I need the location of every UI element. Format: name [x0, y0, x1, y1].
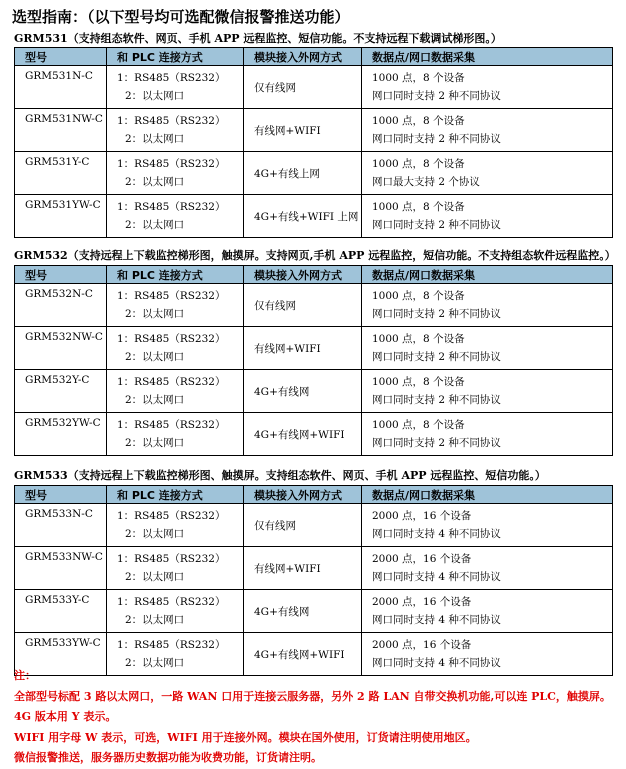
note-line: 4G 版本用 Y 表示。: [14, 710, 117, 723]
network-access-cell: 有线网+WIFI: [244, 327, 362, 370]
header-model: 型号: [15, 48, 107, 66]
header-plc-connection: 和 PLC 连接方式: [107, 48, 244, 66]
plc-connection-line: 2：以太网口: [125, 219, 185, 231]
model-cell: GRM533YW-C: [15, 633, 107, 676]
plc-connection-cell: [107, 370, 244, 413]
model-cell: GRM532YW-C: [15, 413, 107, 456]
plc-connection-cell: [107, 590, 244, 633]
plc-connection-cell: [107, 152, 244, 195]
plc-connection-line: 1：RS485（RS232）: [117, 201, 226, 213]
data-points-line: 网口同时支持 4 种不同协议: [372, 571, 501, 583]
data-points-line: 网口同时支持 4 种不同协议: [372, 657, 501, 669]
header-network-access: 模块接入外网方式: [244, 266, 362, 284]
plc-connection-line: 2：以太网口: [125, 571, 185, 583]
page-title: 选型指南：（以下型号均可选配微信报警推送功能）: [12, 8, 350, 26]
plc-connection-line: 1：RS485（RS232）: [117, 553, 226, 565]
data-points-cell: [362, 66, 613, 109]
table-row: [15, 370, 613, 413]
plc-connection-cell: [107, 504, 244, 547]
data-points-line: 网口同时支持 2 种不同协议: [372, 219, 501, 231]
plc-connection-line: 1：RS485（RS232）: [117, 510, 226, 522]
plc-connection-line: 1：RS485（RS232）: [117, 596, 226, 608]
network-access-cell: 4G+有线网: [244, 590, 362, 633]
data-points-line: 1000 点，8 个设备: [372, 72, 465, 84]
plc-connection-line: 1：RS485（RS232）: [117, 639, 226, 651]
table-row: [15, 66, 613, 109]
data-points-line: 1000 点，8 个设备: [372, 376, 465, 388]
table-row: [15, 590, 613, 633]
table-header-row: [15, 266, 613, 284]
table-row: [15, 109, 613, 152]
section-desc-grm533: GRM533（支持远程上下载监控梯形图、触摸屏。支持组态软件、网页、手机 APP 远程监控、短信功能。）: [14, 469, 546, 482]
header-data-points: 数据点/网口数据采集: [362, 486, 613, 504]
plc-connection-cell: [107, 413, 244, 456]
header-network-access: 模块接入外网方式: [244, 48, 362, 66]
table-row: [15, 413, 613, 456]
data-points-line: 2000 点，16 个设备: [372, 596, 472, 608]
data-points-cell: [362, 109, 613, 152]
plc-connection-line: 1：RS485（RS232）: [117, 333, 226, 345]
section-desc-grm532: GRM532（支持远程上下载监控梯形图，触摸屏。支持网页,手机 APP 远程监控，短信功能。不支持组态软件远程监控。）: [14, 249, 616, 262]
data-points-line: 网口同时支持 2 种不同协议: [372, 133, 501, 145]
table-row: [15, 547, 613, 590]
header-plc-connection: 和 PLC 连接方式: [107, 486, 244, 504]
header-model: 型号: [15, 486, 107, 504]
data-points-cell: [362, 504, 613, 547]
plc-connection-line: 2：以太网口: [125, 528, 185, 540]
model-cell: GRM531YW-C: [15, 195, 107, 238]
network-access-cell: 4G+有线网+WIFI: [244, 413, 362, 456]
table-header-row: [15, 48, 613, 66]
table-row: [15, 195, 613, 238]
model-cell: GRM533NW-C: [15, 547, 107, 590]
data-points-cell: [362, 152, 613, 195]
header-model: 型号: [15, 266, 107, 284]
data-points-line: 1000 点，8 个设备: [372, 115, 465, 127]
table-header-row: [15, 486, 613, 504]
notes: [14, 666, 611, 769]
plc-connection-line: 2：以太网口: [125, 657, 185, 669]
plc-connection-cell: [107, 327, 244, 370]
spec-table-grm533: [14, 485, 613, 676]
spec-table-grm531: [14, 47, 613, 238]
model-cell: GRM533N-C: [15, 504, 107, 547]
network-access-cell: 仅有线网: [244, 66, 362, 109]
note-line: 全部型号标配 3 路以太网口，一路 WAN 口用于连接云服务器，另外 2 路 LAN 自带交换机功能,可以连 PLC，触摸屏。: [14, 689, 611, 703]
plc-connection-line: 2：以太网口: [125, 90, 185, 102]
model-cell: GRM531N-C: [15, 66, 107, 109]
network-access-cell: 4G+有线网: [244, 370, 362, 413]
plc-connection-line: 2：以太网口: [125, 437, 185, 449]
plc-connection-line: 1：RS485（RS232）: [117, 376, 226, 388]
plc-connection-line: 1：RS485（RS232）: [117, 419, 226, 431]
data-points-cell: [362, 327, 613, 370]
table-row: [15, 504, 613, 547]
plc-connection-line: 2：以太网口: [125, 133, 185, 145]
plc-connection-line: 1：RS485（RS232）: [117, 115, 226, 127]
header-data-points: 数据点/网口数据采集: [362, 266, 613, 284]
plc-connection-line: 1：RS485（RS232）: [117, 72, 226, 84]
data-points-line: 1000 点，8 个设备: [372, 290, 465, 302]
plc-connection-line: 2：以太网口: [125, 176, 185, 188]
model-cell: GRM532N-C: [15, 284, 107, 327]
model-cell: GRM531NW-C: [15, 109, 107, 152]
data-points-line: 1000 点，8 个设备: [372, 158, 465, 170]
model-cell: GRM531Y-C: [15, 152, 107, 195]
network-access-cell: 4G+有线网+WIFI: [244, 633, 362, 676]
table-row: [15, 284, 613, 327]
data-points-line: 网口同时支持 4 种不同协议: [372, 528, 501, 540]
data-points-line: 网口同时支持 2 种不同协议: [372, 394, 501, 406]
data-points-line: 2000 点，16 个设备: [372, 639, 472, 651]
plc-connection-cell: [107, 66, 244, 109]
network-access-cell: 有线网+WIFI: [244, 109, 362, 152]
table-row: [15, 152, 613, 195]
header-plc-connection: 和 PLC 连接方式: [107, 266, 244, 284]
table-row: [15, 327, 613, 370]
spec-table-grm532: [14, 265, 613, 456]
plc-connection-line: 2：以太网口: [125, 351, 185, 363]
data-points-cell: [362, 413, 613, 456]
plc-connection-cell: [107, 547, 244, 590]
model-cell: GRM532Y-C: [15, 370, 107, 413]
network-access-cell: 有线网+WIFI: [244, 547, 362, 590]
data-points-cell: [362, 284, 613, 327]
data-points-line: 1000 点，8 个设备: [372, 419, 465, 431]
data-points-cell: [362, 547, 613, 590]
plc-connection-cell: [107, 109, 244, 152]
plc-connection-cell: [107, 195, 244, 238]
data-points-line: 1000 点，8 个设备: [372, 333, 465, 345]
data-points-cell: [362, 195, 613, 238]
plc-connection-line: 2：以太网口: [125, 394, 185, 406]
model-cell: GRM533Y-C: [15, 590, 107, 633]
network-access-cell: 4G+有线上网: [244, 152, 362, 195]
plc-connection-line: 2：以太网口: [125, 308, 185, 320]
plc-connection-line: 2：以太网口: [125, 614, 185, 626]
network-access-cell: 4G+有线+WIFI 上网: [244, 195, 362, 238]
data-points-line: 网口同时支持 2 种不同协议: [372, 351, 501, 363]
header-network-access: 模块接入外网方式: [244, 486, 362, 504]
note-line: WIFI 用字母 W 表示，可选，WIFI 用于连接外网。模块在国外使用，订货请注明使用地区。: [14, 730, 477, 744]
note-line: 微信报警推送，服务器历史数据功能为收费功能，订货请注明。: [14, 751, 322, 764]
data-points-line: 网口同时支持 2 种不同协议: [372, 308, 501, 320]
data-points-cell: [362, 370, 613, 413]
data-points-line: 网口同时支持 2 种不同协议: [372, 90, 501, 102]
data-points-line: 网口同时支持 4 种不同协议: [372, 614, 501, 626]
data-points-cell: [362, 590, 613, 633]
network-access-cell: 仅有线网: [244, 284, 362, 327]
data-points-line: 2000 点，16 个设备: [372, 553, 472, 565]
plc-connection-line: 1：RS485（RS232）: [117, 158, 226, 170]
model-cell: GRM532NW-C: [15, 327, 107, 370]
plc-connection-cell: [107, 284, 244, 327]
data-points-line: 1000 点，8 个设备: [372, 201, 465, 213]
data-points-line: 网口最大支持 2 个协议: [372, 176, 480, 188]
section-desc-grm531: GRM531（支持组态软件、网页、手机 APP 远程监控、短信功能。不支持远程下载调试梯形图。）: [14, 32, 502, 45]
header-data-points: 数据点/网口数据采集: [362, 48, 613, 66]
network-access-cell: 仅有线网: [244, 504, 362, 547]
data-points-line: 网口同时支持 2 种不同协议: [372, 437, 501, 449]
plc-connection-line: 1：RS485（RS232）: [117, 290, 226, 302]
note-heading: 注：: [14, 669, 36, 682]
data-points-line: 2000 点，16 个设备: [372, 510, 472, 522]
